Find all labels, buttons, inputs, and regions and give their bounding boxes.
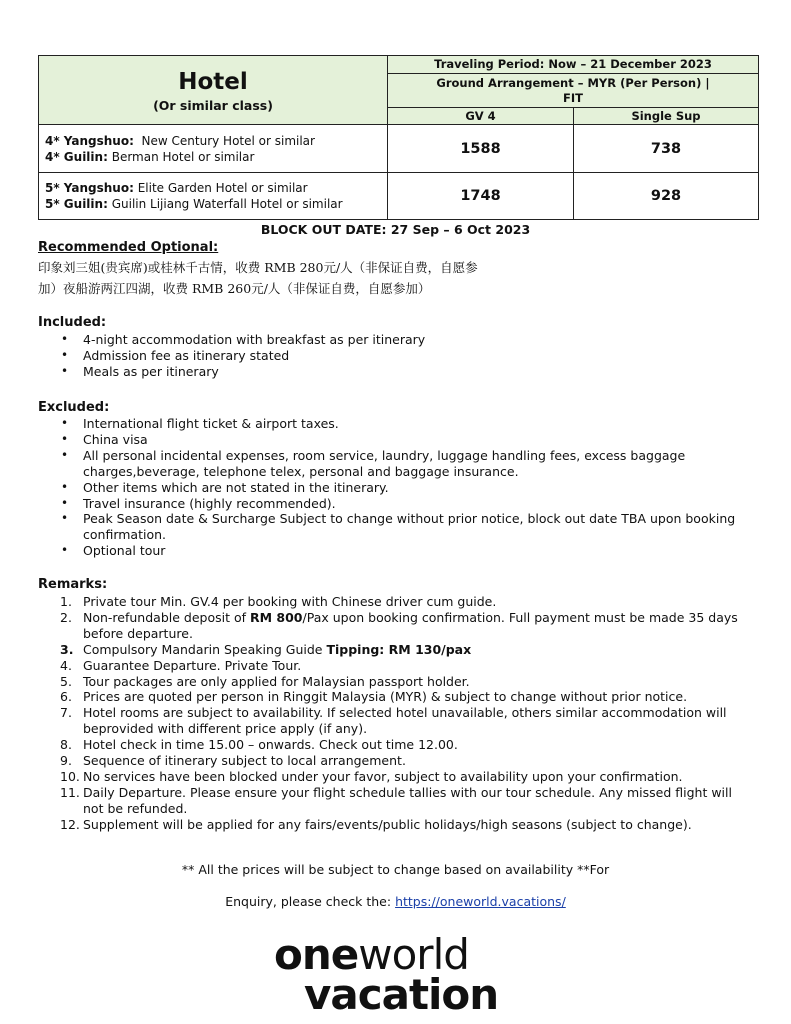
list-item: • Peak Season date & Surcharge Subject to change without prior notice, block out date TBA upon booking confirmation. [60, 511, 740, 543]
item-number: 7. [60, 705, 72, 721]
logo-vacation: vacation [304, 970, 499, 1019]
logo-world: world [358, 930, 469, 979]
remark-text: Hotel rooms are subject to availability. If selected hotel unavailable, others similar accommodation will beprovided with different price apply (if any). [83, 705, 727, 737]
hotel-subtitle: (Or similar class) [153, 97, 273, 113]
hotel-city-label: 4* Yangshuo: [45, 133, 134, 148]
tipping-amount: Tipping: RM 130/pax [326, 641, 472, 657]
traveling-period: Traveling Period: Now – 21 December 2023 [388, 56, 759, 74]
price-single: 738 [574, 125, 759, 173]
item-number: 11. [60, 784, 80, 800]
remark-text: Prices are quoted per person in Ringgit Malaysia (MYR) & subject to change without prior notice. [83, 689, 688, 705]
remarks-list [60, 594, 740, 833]
list-item [60, 705, 740, 737]
remark-text: Tour packages are only applied for Malaysian passport holder. [83, 673, 470, 689]
list-item [60, 594, 740, 610]
hotel-city-label: 5* Yangshuo: [45, 181, 134, 195]
hotel-name: New Century Hotel or similar [133, 133, 315, 148]
website-link[interactable]: https://oneworld.vacations/ [395, 894, 566, 909]
hotel-names [39, 125, 388, 173]
list-item: • Other items which are not stated in the itinerary. [60, 480, 740, 496]
excluded-title: Excluded: [38, 400, 110, 415]
optional-line: 加）夜船游两江四湖，收费 RMB 260元/人（非保证自费，自愿参加） [38, 281, 431, 296]
remark-text: Guarantee Departure. Private Tour. [83, 657, 302, 673]
price-note: ** All the prices will be subject to change based on availability **For [181, 862, 610, 877]
included-title: Included: [38, 315, 107, 330]
list-item [60, 817, 740, 833]
remarks-title: Remarks: [38, 577, 108, 592]
ground-arrangement [388, 74, 759, 108]
list-item [60, 674, 740, 690]
list-item [60, 737, 740, 753]
price-gv4: 1748 [388, 173, 574, 220]
list-item [60, 642, 740, 658]
ground-arrangement-label: Ground Arrangement – MYR (Per Person) | [436, 75, 710, 90]
list-item: • Admission fee as itinerary stated [60, 348, 740, 364]
remark-text: Non-refundable deposit of [83, 609, 250, 625]
hotel-city-label: 5* Guilin: [45, 197, 108, 211]
hotel-name: Guilin Lijiang Waterfall Hotel or similar [107, 197, 343, 211]
item-number: 10. [60, 768, 80, 784]
list-item: • Travel insurance (highly recommended). [60, 496, 740, 512]
list-item: • Meals as per itinerary [60, 364, 740, 380]
list-item: • China visa [60, 432, 740, 448]
list-item [60, 689, 740, 705]
list-item: • All personal incidental expenses, room service, laundry, luggage handling fees, excess baggage charges,beverage, telephone telex, personal and baggage insurance. [60, 448, 740, 480]
remark-text: No services have been blocked under your favor, subject to availability upon your confirmation. [83, 768, 683, 784]
included-list [60, 332, 740, 380]
blockout-date: BLOCK OUT DATE: 27 Sep – 6 Oct 2023 [260, 222, 531, 237]
remark-text: Hotel check in time 15.00 – onwards. Check out time 12.00. [83, 737, 458, 753]
list-item [60, 658, 740, 674]
enquiry-text: Enquiry, please check the: [225, 894, 396, 909]
hotel-names [39, 173, 388, 220]
item-number: 8. [60, 737, 72, 753]
list-item [60, 753, 740, 769]
remark-text: /Pax upon booking confirmation. Full payment must be made 35 days before departure. [83, 609, 738, 641]
remark-text: Daily Departure. Please ensure your flight schedule tallies with our tour schedule. Any missed flight will not be refunded. [83, 784, 732, 816]
list-item: • 4-night accommodation with breakfast as per itinerary [60, 332, 740, 348]
item-number: 2. [60, 609, 72, 625]
list-item [60, 610, 740, 642]
item-number: 1. [60, 594, 72, 609]
logo-one: one [274, 930, 359, 979]
optional-title: Recommended Optional: [38, 240, 219, 255]
item-number: 9. [60, 753, 72, 769]
hotel-title: Hotel [178, 68, 248, 95]
hotel-name: Berman Hotel or similar [107, 149, 255, 164]
col-single-header: Single Sup [574, 108, 759, 125]
price-table [38, 55, 759, 220]
col-gv4-header: GV 4 [388, 108, 574, 125]
oneworld-vacation-logo [274, 930, 524, 1019]
item-number: 6. [60, 689, 72, 705]
hotel-name: Elite Garden Hotel or similar [133, 181, 308, 195]
remark-text: Compulsory Mandarin Speaking Guide [83, 641, 327, 657]
excluded-list [60, 416, 740, 559]
table-row [39, 125, 759, 173]
hotel-header-cell [39, 56, 388, 125]
item-number: 5. [60, 673, 72, 689]
price-single: 928 [574, 173, 759, 220]
item-number: 12. [60, 816, 80, 832]
list-item [60, 785, 740, 817]
list-item: • International flight ticket & airport taxes. [60, 416, 740, 432]
list-item: • Optional tour [60, 543, 740, 559]
item-number: 3. [60, 641, 74, 657]
price-gv4: 1588 [388, 125, 574, 173]
enquiry-line [0, 894, 791, 909]
fit-label: FIT [563, 90, 583, 105]
remark-text: Sequence of itinerary subject to local arrangement. [83, 753, 406, 769]
table-row [39, 173, 759, 220]
optional-line: 印象刘三姐(贵宾席)或桂林千古情，收费 RMB 280元/人（非保证自费，自愿参 [38, 260, 478, 275]
remark-text: Private tour Min. GV.4 per booking with Chinese driver cum guide. [83, 594, 497, 609]
list-item [60, 769, 740, 785]
remark-text: Supplement will be applied for any fairs/events/public holidays/high seasons (subject to change). [83, 816, 692, 832]
deposit-amount: RM 800 [250, 609, 303, 625]
hotel-city-label: 4* Guilin: [45, 149, 108, 164]
item-number: 4. [60, 657, 72, 673]
